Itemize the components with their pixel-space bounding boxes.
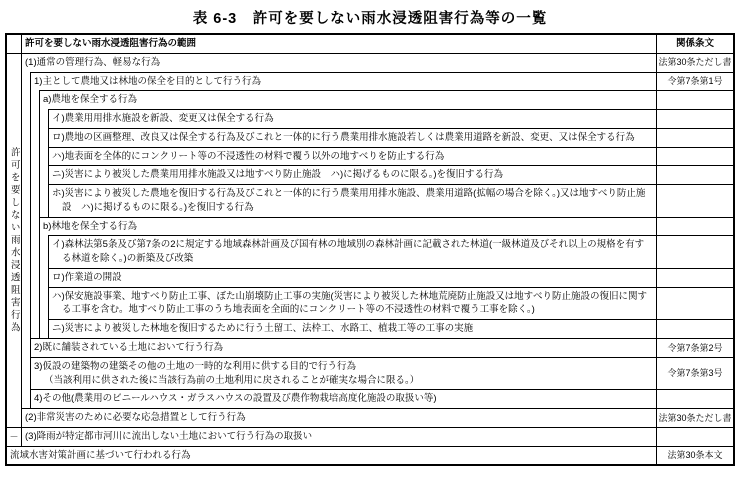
ref-text: [656, 185, 733, 217]
merged-left-cell: [7, 54, 22, 427]
table-row: [22, 408, 733, 427]
group-forest-items: [48, 235, 733, 338]
ref-text: [656, 269, 733, 287]
row-text: (3)降雨が特定都市河川に流出しない土地において行う行為の取扱い: [25, 430, 313, 442]
ref-text: 令第7条第3号: [656, 358, 733, 390]
dash-cell: －: [7, 428, 22, 446]
ref-text: [656, 148, 733, 166]
table-row-bottom: [7, 446, 733, 465]
ref-text: [656, 218, 733, 236]
table-row: [40, 91, 733, 109]
table-row-dash: [7, 427, 733, 446]
table-row: [49, 236, 733, 268]
content-column: [22, 54, 733, 427]
table-row: [49, 165, 733, 184]
table-row: [31, 338, 733, 357]
row-text: ニ)災害により被災した林地を復旧するために行う土留工、法枠工、水路工、植栽工等の工事の実施: [52, 323, 474, 335]
row-text: 1)主として農地又は林地の保全を目的として行う行為: [34, 75, 261, 87]
header-ref-label: 関係条文: [656, 35, 733, 53]
ref-text: [656, 428, 733, 446]
group-farmland-items: [48, 109, 733, 217]
group-level-3: [39, 90, 733, 338]
row-text: ロ)農地の区画整理、改良又は保全する行為及びこれと一体的に行う農業用排水施設若しくは農業用道路を新設、変更、又は保全する行為: [52, 131, 635, 143]
table-row: [49, 319, 733, 338]
table-row: [49, 287, 733, 320]
ref-text: [656, 129, 733, 147]
ref-text: [656, 91, 733, 109]
table-row: [49, 110, 733, 128]
ref-text: [656, 390, 733, 408]
table-row: [49, 128, 733, 147]
row-text: イ)農業用用排水施設を新設、変更又は保全する行為: [52, 113, 274, 125]
table-row: [40, 217, 733, 236]
row-text: a)農地を保全する行為: [43, 94, 137, 106]
header-range-label: 許可を要しない雨水浸透阻害行為の範囲: [25, 38, 197, 49]
row-text: ホ)災害により被災した農地を復旧する行為及びこれと一体的に行う農業用用排水施設、農業用道路(拡幅の場合を除く。)又は地すべり防止施設 ハ)に掲げるものに限る。)を復旧する行為: [52, 188, 646, 213]
row-text: 流域水害対策計画に基づいて行われる行為: [10, 449, 191, 461]
header-row: [7, 35, 733, 53]
row-text: (1)通常の管理行為、軽易な行為: [25, 56, 161, 68]
row-text: ニ)災害により被災した農業用用排水施設又は地すべり防止施設 ハ)に掲げるものに限る。)を復旧する行為: [52, 169, 504, 181]
ref-text: [656, 320, 733, 338]
ref-text: [656, 166, 733, 184]
row-text: ロ)作業道の開設: [52, 271, 122, 283]
row-text: 4)その他(農業用のビニールハウス・ガラスハウスの設置及び農作物栽培高度化施設の取扱い等): [34, 393, 437, 405]
table-row: [31, 389, 733, 408]
ref-text: [656, 110, 733, 128]
table-title: 表 6-3 許可を要しない雨水浸透阻害行為等の一覧: [192, 11, 548, 27]
rainwater-acts-table: [5, 33, 735, 466]
row-text: b)林地を保全する行為: [43, 220, 137, 232]
merged-left-label: 許可を要しない雨水浸透阻害行為: [8, 146, 20, 335]
table-row: [22, 54, 733, 72]
header-left-spacer: [7, 35, 22, 53]
table-row: [49, 268, 733, 287]
ref-text: 令第7条第2号: [656, 339, 733, 357]
table-row: [31, 73, 733, 91]
ref-text: 法第30条本文: [656, 447, 733, 465]
ref-text: 法第30条ただし書: [656, 54, 733, 72]
row-text: (2)非常災害のために必要な応急措置として行う行為: [25, 412, 246, 424]
row-text: ハ)地表面を全体的にコンクリート等の不浸透性の材料で覆う以外の地すべりを防止する行為: [52, 150, 445, 162]
row-text: ハ)保安施設事業、地すべり防止工事、ぼた山崩壊防止工事の実施(災害により被災した林地荒廃防止施設又は地すべり防止施設の復旧に関する工事を含む。地すべり防止工事のうち地表面を全面的にコンクリート等の不浸透性の材料で覆う工事を除く。): [52, 290, 647, 316]
row-text: 2)既に舗装されている土地において行う行為: [34, 342, 223, 354]
ref-text: [656, 288, 733, 320]
row-text: 3)仮設の建築物の建築その他の土地の一時的な利用に供する目的で行う行為 （当該利用に供された後に当該行為前の土地利用に戻されることが確実な場合に限る。）: [34, 360, 420, 386]
row-text: イ)森林法第5条及び第7条の2に規定する地域森林計画及び国有林の地域別の森林計画に記載された林道(一級林道及びそれ以上の規格を有する林道を除く。)の新築及び改築: [52, 239, 645, 265]
ref-text: 法第30条ただし書: [656, 409, 733, 427]
ref-text: [656, 236, 733, 268]
ref-text: 令第7条第1号: [656, 73, 733, 91]
table-body: [7, 53, 733, 427]
table-row: [49, 184, 733, 217]
group-level-2: [30, 72, 733, 409]
table-row: [49, 147, 733, 166]
table-row: [31, 357, 733, 390]
